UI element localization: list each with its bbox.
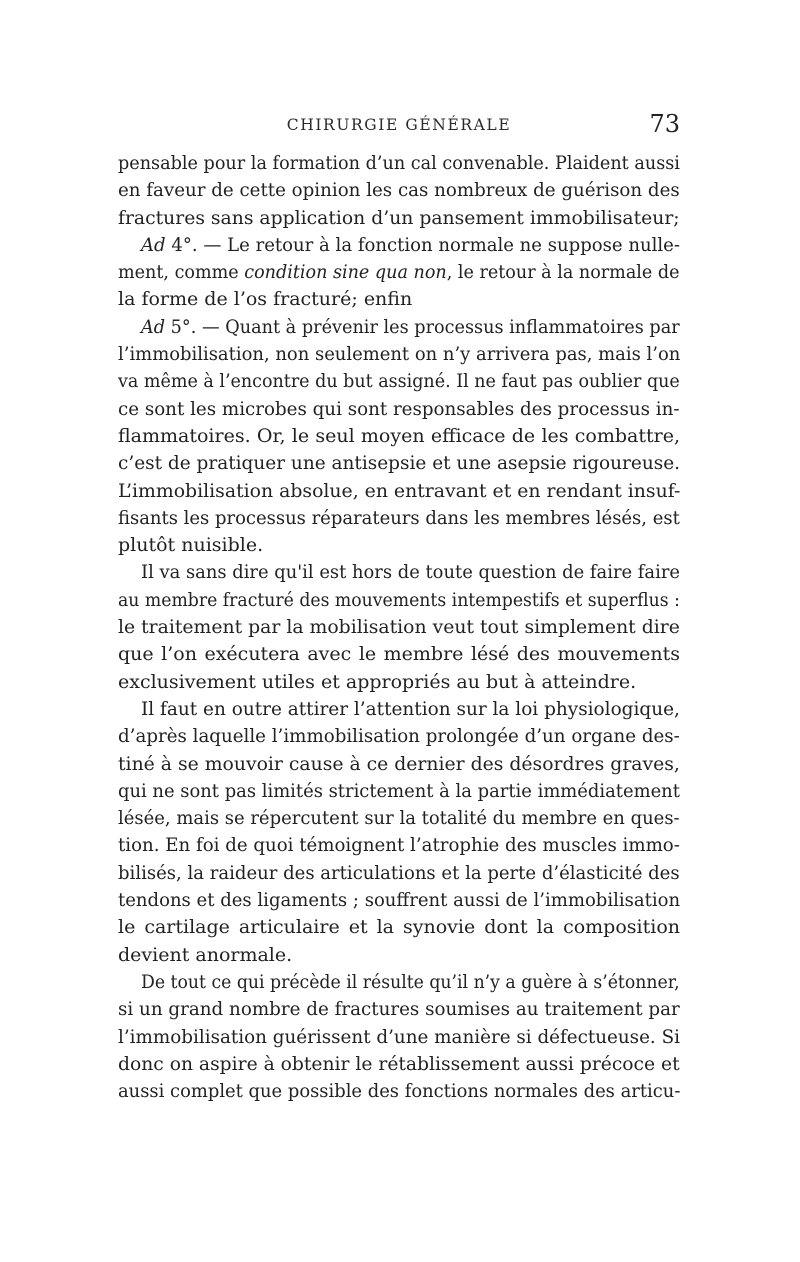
text-line: qui ne sont pas limités strictement à la partie immédiatement bbox=[118, 779, 680, 802]
text-line: la forme de l’os fracturé; enfin bbox=[118, 288, 413, 311]
text-line: en faveur de cette opinion les cas nombreux de guérison des bbox=[118, 179, 680, 202]
text-line: De tout ce qui précède il résulte qu’il n’y a guère à s’étonner, bbox=[141, 970, 680, 993]
text-line: Ad 5°. — Quant à prévenir les processus inflammatoires par bbox=[141, 315, 680, 338]
text-line: Ad 4°. — Le retour à la fonction normale ne suppose nulle- bbox=[141, 233, 680, 256]
text-line: c’est de pratiquer une antisepsie et une asepsie rigoureuse. bbox=[118, 452, 680, 475]
text-line: L’immobilisation absolue, en entravant et en rendant insuf- bbox=[118, 479, 680, 502]
text-line: devient anormale. bbox=[118, 943, 293, 966]
text-line: donc on aspire à obtenir le rétablissement aussi précoce et bbox=[118, 1052, 680, 1075]
text-line: bilisés, la raideur des articulations et la perte d’élasticité des bbox=[118, 861, 680, 884]
text-line: va même à l’encontre du but assigné. Il ne faut pas oublier que bbox=[118, 370, 680, 393]
text-line: flammatoires. Or, le seul moyen efficace de les combattre, bbox=[118, 424, 680, 447]
text-line: tendons et des ligaments ; souffrent aussi de l’immobilisation bbox=[118, 889, 680, 912]
text-line: l’immobilisation, non seulement on n’y arrivera pas, mais l’on bbox=[118, 343, 680, 366]
text-line: que l’on exécutera avec le membre lésé des mouvements bbox=[118, 643, 680, 666]
text-line: aussi complet que possible des fonctions normales des articu- bbox=[118, 1080, 680, 1103]
text-line: fisants les processus réparateurs dans les membres lésés, est bbox=[118, 506, 680, 529]
text-line: tion. En foi de quoi témoignent l’atrophie des muscles immo- bbox=[118, 834, 680, 857]
text-line: tiné à se mouvoir cause à ce dernier des désordres graves, bbox=[118, 752, 680, 775]
running-title: CHIRURGIE GÉNÉRALE bbox=[286, 116, 512, 134]
text-line: Il va sans dire qu'il est hors de toute question de faire faire bbox=[141, 561, 680, 584]
text-line: si un grand nombre de fractures soumises au traitement par bbox=[118, 998, 680, 1021]
text-line: au membre fracturé des mouvements intempestifs et superflus : bbox=[118, 588, 680, 611]
page-number: 73 bbox=[649, 110, 680, 138]
text-line: pensable pour la formation d’un cal convenable. Plaident aussi bbox=[118, 152, 680, 174]
text-line: ce sont les microbes qui sont responsables des processus in- bbox=[118, 397, 680, 420]
text-line: Il faut en outre attirer l’attention sur la loi physiologique, bbox=[141, 697, 680, 720]
text-line: exclusivement utiles et appropriés au but à atteindre. bbox=[118, 670, 637, 693]
text-line: l’immobilisation guérissent d’une manière si défectueuse. Si bbox=[118, 1025, 680, 1048]
text-line: fractures sans application d’un pansement immobilisateur; bbox=[118, 206, 680, 229]
text-line: le traitement par la mobilisation veut tout simplement dire bbox=[118, 616, 680, 639]
text-line: d’après laquelle l’immobilisation prolongée d’un organe des- bbox=[118, 725, 680, 748]
text-line: lésée, mais se répercutent sur la totalité du membre en ques- bbox=[118, 807, 680, 830]
body-text bbox=[118, 150, 680, 1105]
text-line: plutôt nuisible. bbox=[118, 534, 264, 557]
text-line: le cartilage articulaire et la synovie dont la composition bbox=[118, 916, 680, 939]
running-head bbox=[118, 112, 680, 142]
text-line: ment, comme condition sine qua non, le retour à la normale de bbox=[118, 261, 680, 284]
